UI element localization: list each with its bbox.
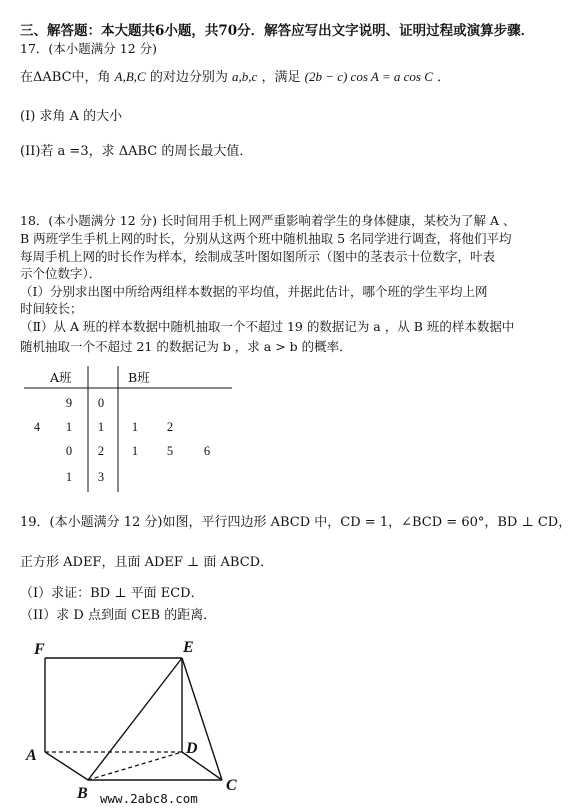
table-a-leaf: 1: [65, 470, 73, 484]
prism-figure: [25, 639, 237, 806]
q17-stem-angles: A,B,C: [114, 69, 146, 84]
q18-line2: B 两班学生手机上网的时长，分别从这两个班中随机抽取 5 名同学进行调查，将他们平均: [20, 231, 512, 246]
q17-stem-sides: a,b,c: [232, 69, 258, 84]
q17-stem-mid: 的对边分别为: [149, 70, 228, 85]
q17-stem-cond-pre: ，满足: [261, 70, 301, 85]
label-C: C: [226, 777, 237, 794]
table-header-a: A班: [50, 370, 72, 385]
label-A: A: [26, 747, 37, 764]
q18-line7: （Ⅱ）从 A 班的样本数据中随机抽取一个不超过 19 的数据记为 a ，从 B 班的样本数据中: [20, 319, 515, 334]
watermark-text: www.2abc8.com: [100, 791, 198, 806]
q18-line4: 示个位数字）．: [20, 266, 102, 281]
section-header: 三、解答题：本大题共6小题，共70分．解答应写出文字说明、证明过程或演算步骤．: [20, 23, 535, 39]
edge-BD: [88, 752, 182, 780]
table-b-leaf: 2: [166, 420, 174, 434]
q18-line8: 随机抽取一个不超过 21 的数据记为 b ，求 a > b 的概率．: [20, 339, 352, 354]
table-stem: 2: [97, 444, 105, 458]
q19-line2: 正方形 ADEF，且面 ADEF ⊥ 面 ABCD．: [20, 555, 274, 570]
edge-EB: [88, 658, 182, 780]
table-b-leaf: 1: [131, 420, 139, 434]
table-stem: 3: [97, 470, 105, 484]
q18-line5: （Ⅰ）分别求出图中所给两组样本数据的平均值，并据此估计，哪个班的学生平均上网: [20, 284, 488, 299]
q18-line3: 每周手机上网的时长作为样本，绘制成茎叶图如图所示（图中的茎表示十位数字，叶表: [20, 249, 496, 264]
q17-stem-cond: (2b − c) cos A = a cos C: [304, 69, 433, 84]
label-B: B: [77, 785, 88, 802]
table-header-b: B班: [128, 370, 150, 385]
edge-AB: [45, 752, 88, 780]
label-D: D: [186, 740, 198, 757]
table-a-leaf: 1: [65, 420, 73, 434]
label-F: F: [34, 641, 45, 658]
q19-line1: 19．(本小题满分 12 分)如图，平行四边形 ABCD 中，CD = 1，∠BCD = 60°，BD ⊥ CD，: [20, 515, 572, 530]
q18-line6: 时间较长；: [20, 301, 83, 316]
q17-title: 17．(本小题满分 12 分): [20, 41, 158, 56]
q19-part1: （I）求证：BD ⊥ 平面 ECD．: [20, 586, 204, 601]
table-a-leaf: 4: [33, 420, 41, 434]
q17-part1: (I) 求角 A 的大小: [20, 109, 123, 124]
q17-stem-pre: 在ΔABC中，角: [20, 70, 111, 85]
table-b-leaf: 6: [203, 444, 211, 458]
q18-line1: 18．(本小题满分 12 分) 长时间用手机上网严重影响着学生的身体健康，某校为了解 A 、: [20, 213, 516, 228]
table-stem: 1: [97, 420, 105, 434]
table-b-leaf: 5: [166, 444, 174, 458]
edge-EC: [182, 658, 222, 780]
table-stem: 0: [97, 396, 105, 410]
label-E: E: [183, 639, 194, 656]
table-a-leaf: 9: [65, 396, 73, 410]
q17-stem-end: ．: [437, 70, 451, 85]
table-b-leaf: 1: [131, 444, 139, 458]
q19-part2: （II）求 D 点到面 CEB 的距离．: [20, 608, 217, 623]
q17-part2: (II)若 a =3，求 ΔABC 的周长最大值．: [20, 144, 253, 159]
table-a-leaf: 0: [65, 444, 73, 458]
